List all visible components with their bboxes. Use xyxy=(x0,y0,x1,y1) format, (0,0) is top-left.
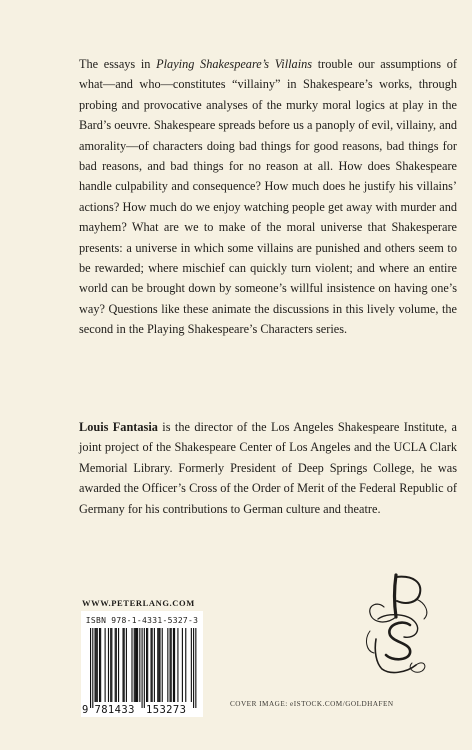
barcode-bar xyxy=(146,628,147,702)
barcode-bar xyxy=(147,628,148,702)
barcode-bar xyxy=(108,628,109,702)
bio-paragraph: Louis Fantasia is the director of the Los Angeles Shakespeare Institute, a joint project of the Shakespeare Center of Los Angeles and the UCLA Clark Memorial Library. Formerly President of Deep Springs College, he was awarded the Officer’s Cross of the Order of Merit of the Federal Republic of Germany for his contributions to German culture and theatre. xyxy=(79,420,457,516)
barcode-bar xyxy=(137,628,138,702)
barcode-bar xyxy=(94,628,95,702)
barcode-bar xyxy=(154,628,155,702)
barcode-bar xyxy=(174,628,175,702)
author-name: Louis Fantasia xyxy=(79,420,158,434)
author-bio xyxy=(79,417,457,519)
barcode-bar xyxy=(92,628,93,708)
barcode-bar xyxy=(171,628,172,702)
barcode-bar xyxy=(152,628,153,702)
barcode-bar xyxy=(96,628,97,702)
barcode-bar xyxy=(177,628,178,702)
barcode-digits-right: 153273 xyxy=(146,704,187,716)
barcode-bar xyxy=(100,628,101,702)
barcode-bar xyxy=(182,628,183,702)
barcode-bar xyxy=(122,628,123,702)
barcode-bars xyxy=(81,611,203,717)
barcode-bar xyxy=(116,628,117,702)
barcode-bar xyxy=(162,628,163,702)
barcode-bar xyxy=(139,628,140,702)
barcode-bar xyxy=(136,628,137,702)
peter-lang-monogram-icon xyxy=(356,569,436,679)
barcode-bar xyxy=(90,628,91,708)
barcode-digits-left: 781433 xyxy=(94,704,135,716)
publisher-url: WWW.PETERLANG.COM xyxy=(82,598,195,608)
barcode-bar xyxy=(167,628,168,702)
barcode-bar xyxy=(193,628,194,708)
barcode-bar xyxy=(150,628,151,702)
barcode-bar xyxy=(126,628,127,702)
barcode-bar xyxy=(195,628,196,708)
barcode-bar xyxy=(142,628,143,708)
barcode-bar xyxy=(118,628,119,702)
barcode-bar xyxy=(110,628,111,702)
barcode-bar xyxy=(97,628,98,702)
barcode-bar xyxy=(134,628,135,702)
barcode-bar xyxy=(157,628,158,702)
book-title: Playing Shakespeare’s Villains xyxy=(156,57,313,71)
barcode-bar xyxy=(158,628,159,702)
barcode-digit-first: 9 xyxy=(82,704,89,716)
barcode-bar xyxy=(144,628,145,708)
barcode-bar xyxy=(105,628,106,702)
barcode-bar xyxy=(191,628,192,702)
barcode-bar xyxy=(135,628,136,702)
barcode-bar xyxy=(131,628,132,702)
description-paragraph: The essays in Playing Shakespeare’s Villains trouble our assumptions of what—and who—constitutes “villainy” in Shakespeare’s works, through probing and provocative analyses of the murky moral logics at play in the Bard’s oeuvre. Shakespeare spreads before us a panoply of evil, villainy, and amorality—of characters doing bad things for good reasons, bad things for bad reasons, and bad things for no reason at all. How does Shakespeare handle culpability and consequence? How much does he justify his villains’ actions? How much do we enjoy watching people get away with murder and mayhem? What are we to make of the moral universe that Shakesperare presents: a universe in which some villains are punished and others seem to be rewarded; where mischief can quickly turn violent; and where an entire world can be brought down by someone’s willful insistence on having one’s way? Questions like these animate the discussions in this lively volume, the second in the Playing Shakespeare’s Characters series. xyxy=(79,57,457,337)
barcode-bar xyxy=(124,628,125,702)
isbn-barcode xyxy=(81,611,203,717)
barcode-bar xyxy=(99,628,100,702)
cover-image-credit: COVER IMAGE: eISTOCK.COM/GOLDHAFEN xyxy=(230,700,394,708)
isbn-label: ISBN 978-1-4331-5327-3 xyxy=(85,616,199,625)
barcode-bar xyxy=(159,628,160,702)
barcode-bar xyxy=(173,628,174,702)
barcode-bar xyxy=(115,628,116,702)
barcode-bar xyxy=(170,628,171,702)
barcode-bar xyxy=(185,628,186,702)
book-description xyxy=(79,54,457,340)
barcode-bar xyxy=(111,628,112,702)
